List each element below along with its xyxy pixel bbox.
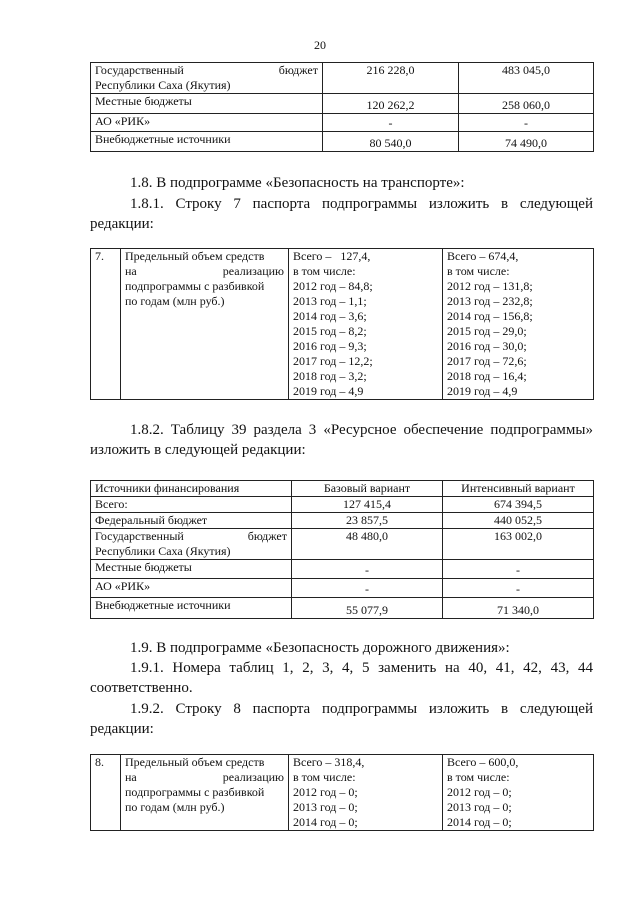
intensive-value: 674 394,5 — [443, 497, 594, 513]
desc-line: подпрограммы с разбивкой — [125, 785, 265, 799]
base-value: 55 077,9 — [292, 598, 443, 619]
row-number: 8. — [91, 755, 121, 831]
base-line: Всего – 127,4, — [293, 249, 371, 263]
base-line: 2013 год – 0; — [293, 800, 358, 814]
row-description — [121, 755, 289, 831]
base-value: 23 857,5 — [292, 513, 443, 529]
row-number: 7. — [91, 249, 121, 400]
base-value: 48 480,0 — [292, 529, 443, 560]
intensive-line: 2013 год – 232,8; — [447, 294, 533, 308]
funding-table-continued — [90, 62, 594, 152]
table-header-row — [91, 481, 594, 497]
source-label: Внебюджетные источники — [91, 132, 323, 152]
table-row — [91, 497, 594, 513]
intensive-value: - — [443, 579, 594, 598]
table-row — [91, 249, 594, 400]
source-label-line2: Республики Саха (Якутия) — [95, 78, 231, 92]
section-1-9-2-line2: редакции: — [90, 721, 154, 737]
intensive-line: в том числе: — [447, 264, 510, 278]
section-1-9-2-text — [90, 699, 593, 739]
base-variant-values — [289, 249, 443, 400]
section-1-9-heading: 1.9. В подпрограмме «Безопасность дорожного движения»: — [130, 640, 510, 656]
section-1-9-1-text — [90, 658, 593, 698]
source-cell — [91, 63, 323, 94]
source-label-line1: Государственный бюджет — [95, 63, 318, 77]
intensive-value: 163 002,0 — [443, 529, 594, 560]
intensive-line: 2014 год – 0; — [447, 815, 512, 829]
intensive-line: 2016 год – 30,0; — [447, 339, 527, 353]
source-label: АО «РИК» — [91, 114, 323, 132]
section-1-9-2-line1: 1.9.2. Строку 8 паспорта подпрограммы изложить в следующей — [130, 701, 593, 717]
source-label: Местные бюджеты — [91, 94, 323, 114]
section-1-9-1-line2: соответственно. — [90, 680, 193, 696]
base-value: 120 262,2 — [323, 94, 459, 114]
desc-line: по годам (млн руб.) — [125, 294, 225, 308]
intensive-value: 258 060,0 — [459, 94, 594, 114]
page-number: 20 — [314, 38, 326, 52]
intensive-line: Всего – 674,4, — [447, 249, 519, 263]
table-row — [91, 560, 594, 579]
desc-line: по годам (млн руб.) — [125, 800, 225, 814]
source-label: АО «РИК» — [91, 579, 292, 598]
section-1-8-2-line1: 1.8.2. Таблицу 39 раздела 3 «Ресурсное обеспечение подпрограммы» — [130, 422, 593, 438]
header-base: Базовый вариант — [292, 481, 443, 497]
source-label-line1: Государственный бюджет — [95, 529, 287, 543]
base-line: 2019 год – 4,9 — [293, 384, 364, 398]
section-1-8-heading: 1.8. В подпрограмме «Безопасность на транспорте»: — [130, 175, 465, 191]
table-row — [91, 114, 594, 132]
intensive-value: 71 340,0 — [443, 598, 594, 619]
row-description — [121, 249, 289, 400]
base-value: 80 540,0 — [323, 132, 459, 152]
base-value: - — [292, 579, 443, 598]
intensive-line: Всего – 600,0, — [447, 755, 519, 769]
passport-row-7-table — [90, 248, 594, 400]
intensive-variant-values — [443, 755, 594, 831]
table-row — [91, 579, 594, 598]
intensive-value: - — [459, 114, 594, 132]
source-label-line2: Республики Саха (Якутия) — [95, 544, 231, 558]
table-row — [91, 94, 594, 114]
source-label: Местные бюджеты — [91, 560, 292, 579]
table-row — [91, 63, 594, 94]
table-row — [91, 132, 594, 152]
intensive-value: - — [443, 560, 594, 579]
base-value: - — [292, 560, 443, 579]
base-line: 2015 год – 8,2; — [293, 324, 367, 338]
base-line: в том числе: — [293, 770, 356, 784]
table-row — [91, 513, 594, 529]
section-1-8-1-text — [90, 194, 593, 234]
intensive-line: 2014 год – 156,8; — [447, 309, 533, 323]
desc-line: подпрограммы с разбивкой — [125, 279, 265, 293]
intensive-line: в том числе: — [447, 770, 510, 784]
base-line: 2013 год – 1,1; — [293, 294, 367, 308]
intensive-line: 2012 год – 0; — [447, 785, 512, 799]
base-line: 2017 год – 12,2; — [293, 354, 373, 368]
intensive-line: 2017 год – 72,6; — [447, 354, 527, 368]
source-cell — [91, 529, 292, 560]
base-value: 127 415,4 — [292, 497, 443, 513]
base-value: - — [323, 114, 459, 132]
intensive-line: 2013 год – 0; — [447, 800, 512, 814]
intensive-line: 2018 год – 16,4; — [447, 369, 527, 383]
intensive-line: 2015 год – 29,0; — [447, 324, 527, 338]
section-1-8-1-line2: редакции: — [90, 216, 154, 232]
resource-provision-table — [90, 480, 594, 619]
section-1-8-1-line1: 1.8.1. Строку 7 паспорта подпрограммы изложить в следующей — [130, 196, 593, 212]
table-row — [91, 755, 594, 831]
table-row — [91, 598, 594, 619]
base-variant-values — [289, 755, 443, 831]
base-line: 2018 год – 3,2; — [293, 369, 367, 383]
desc-line: на реализацию — [125, 264, 284, 278]
section-1-9-1-line1: 1.9.1. Номера таблиц 1, 2, 3, 4, 5 заменить на 40, 41, 42, 43, 44 — [130, 660, 593, 676]
source-label: Всего: — [91, 497, 292, 513]
intensive-line: 2012 год – 131,8; — [447, 279, 533, 293]
base-value: 216 228,0 — [323, 63, 459, 94]
base-line: в том числе: — [293, 264, 356, 278]
base-line: 2016 год – 9,3; — [293, 339, 367, 353]
table-row — [91, 529, 594, 560]
intensive-value: 74 490,0 — [459, 132, 594, 152]
base-line: 2012 год – 84,8; — [293, 279, 373, 293]
intensive-line: 2019 год – 4,9 — [447, 384, 518, 398]
desc-line: Предельный объем средств — [125, 755, 265, 769]
intensive-value: 440 052,5 — [443, 513, 594, 529]
intensive-value: 483 045,0 — [459, 63, 594, 94]
base-line: 2012 год – 0; — [293, 785, 358, 799]
base-line: 2014 год – 0; — [293, 815, 358, 829]
header-intensive: Интенсивный вариант — [443, 481, 594, 497]
intensive-variant-values — [443, 249, 594, 400]
base-line: 2014 год – 3,6; — [293, 309, 367, 323]
desc-line: на реализацию — [125, 770, 284, 784]
desc-line: Предельный объем средств — [125, 249, 265, 263]
section-1-8-2-text — [90, 420, 593, 460]
source-label: Внебюджетные источники — [91, 598, 292, 619]
passport-row-8-table — [90, 754, 594, 831]
base-line: Всего – 318,4, — [293, 755, 365, 769]
section-1-8-2-line2: изложить в следующей редакции: — [90, 442, 306, 458]
source-label: Федеральный бюджет — [91, 513, 292, 529]
header-source: Источники финансирования — [91, 481, 292, 497]
